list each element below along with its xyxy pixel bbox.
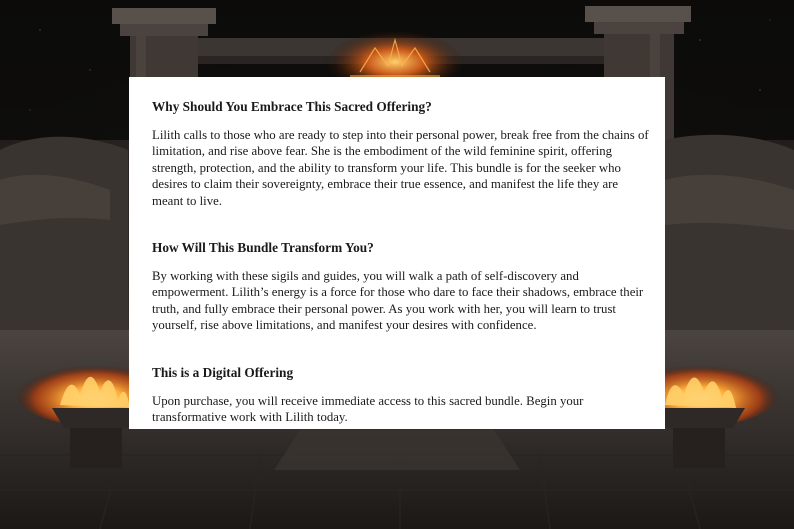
section-transform [152, 239, 652, 334]
offering-description-panel [129, 77, 665, 429]
section-heading: How Will This Bundle Transform You? [152, 240, 374, 256]
section-heading: Why Should You Embrace This Sacred Offering? [152, 99, 432, 114]
section-body: By working with these sigils and guides, you will walk a path of self-discovery and empowerment. Lilith’s energy is a force for those who dare to face their shadows, embrace their truth, and fully embrace their personal power. As you work with her, you will learn to trust yourself, rise above limitations, and manifest your desires with confidence. [152, 269, 644, 333]
section-why-embrace [152, 98, 652, 209]
section-heading: This is a Digital Offering [152, 364, 294, 380]
section-body: Lilith calls to those who are ready to step into their personal power, break free from the chains of limitation, and rise above fear. She is the embodiment of the wild feminine spirit, offering strength, protection, and the ability to transform your life. This bundle is for the seeker who desires to claim their sovereignty, embrace their true essence, and manifest the life they are meant to live. [152, 128, 649, 208]
section-digital-offering [152, 364, 652, 426]
section-body: Upon purchase, you will receive immediate access to this sacred bundle. Begin your transformative work with Lilith today. [152, 393, 584, 425]
